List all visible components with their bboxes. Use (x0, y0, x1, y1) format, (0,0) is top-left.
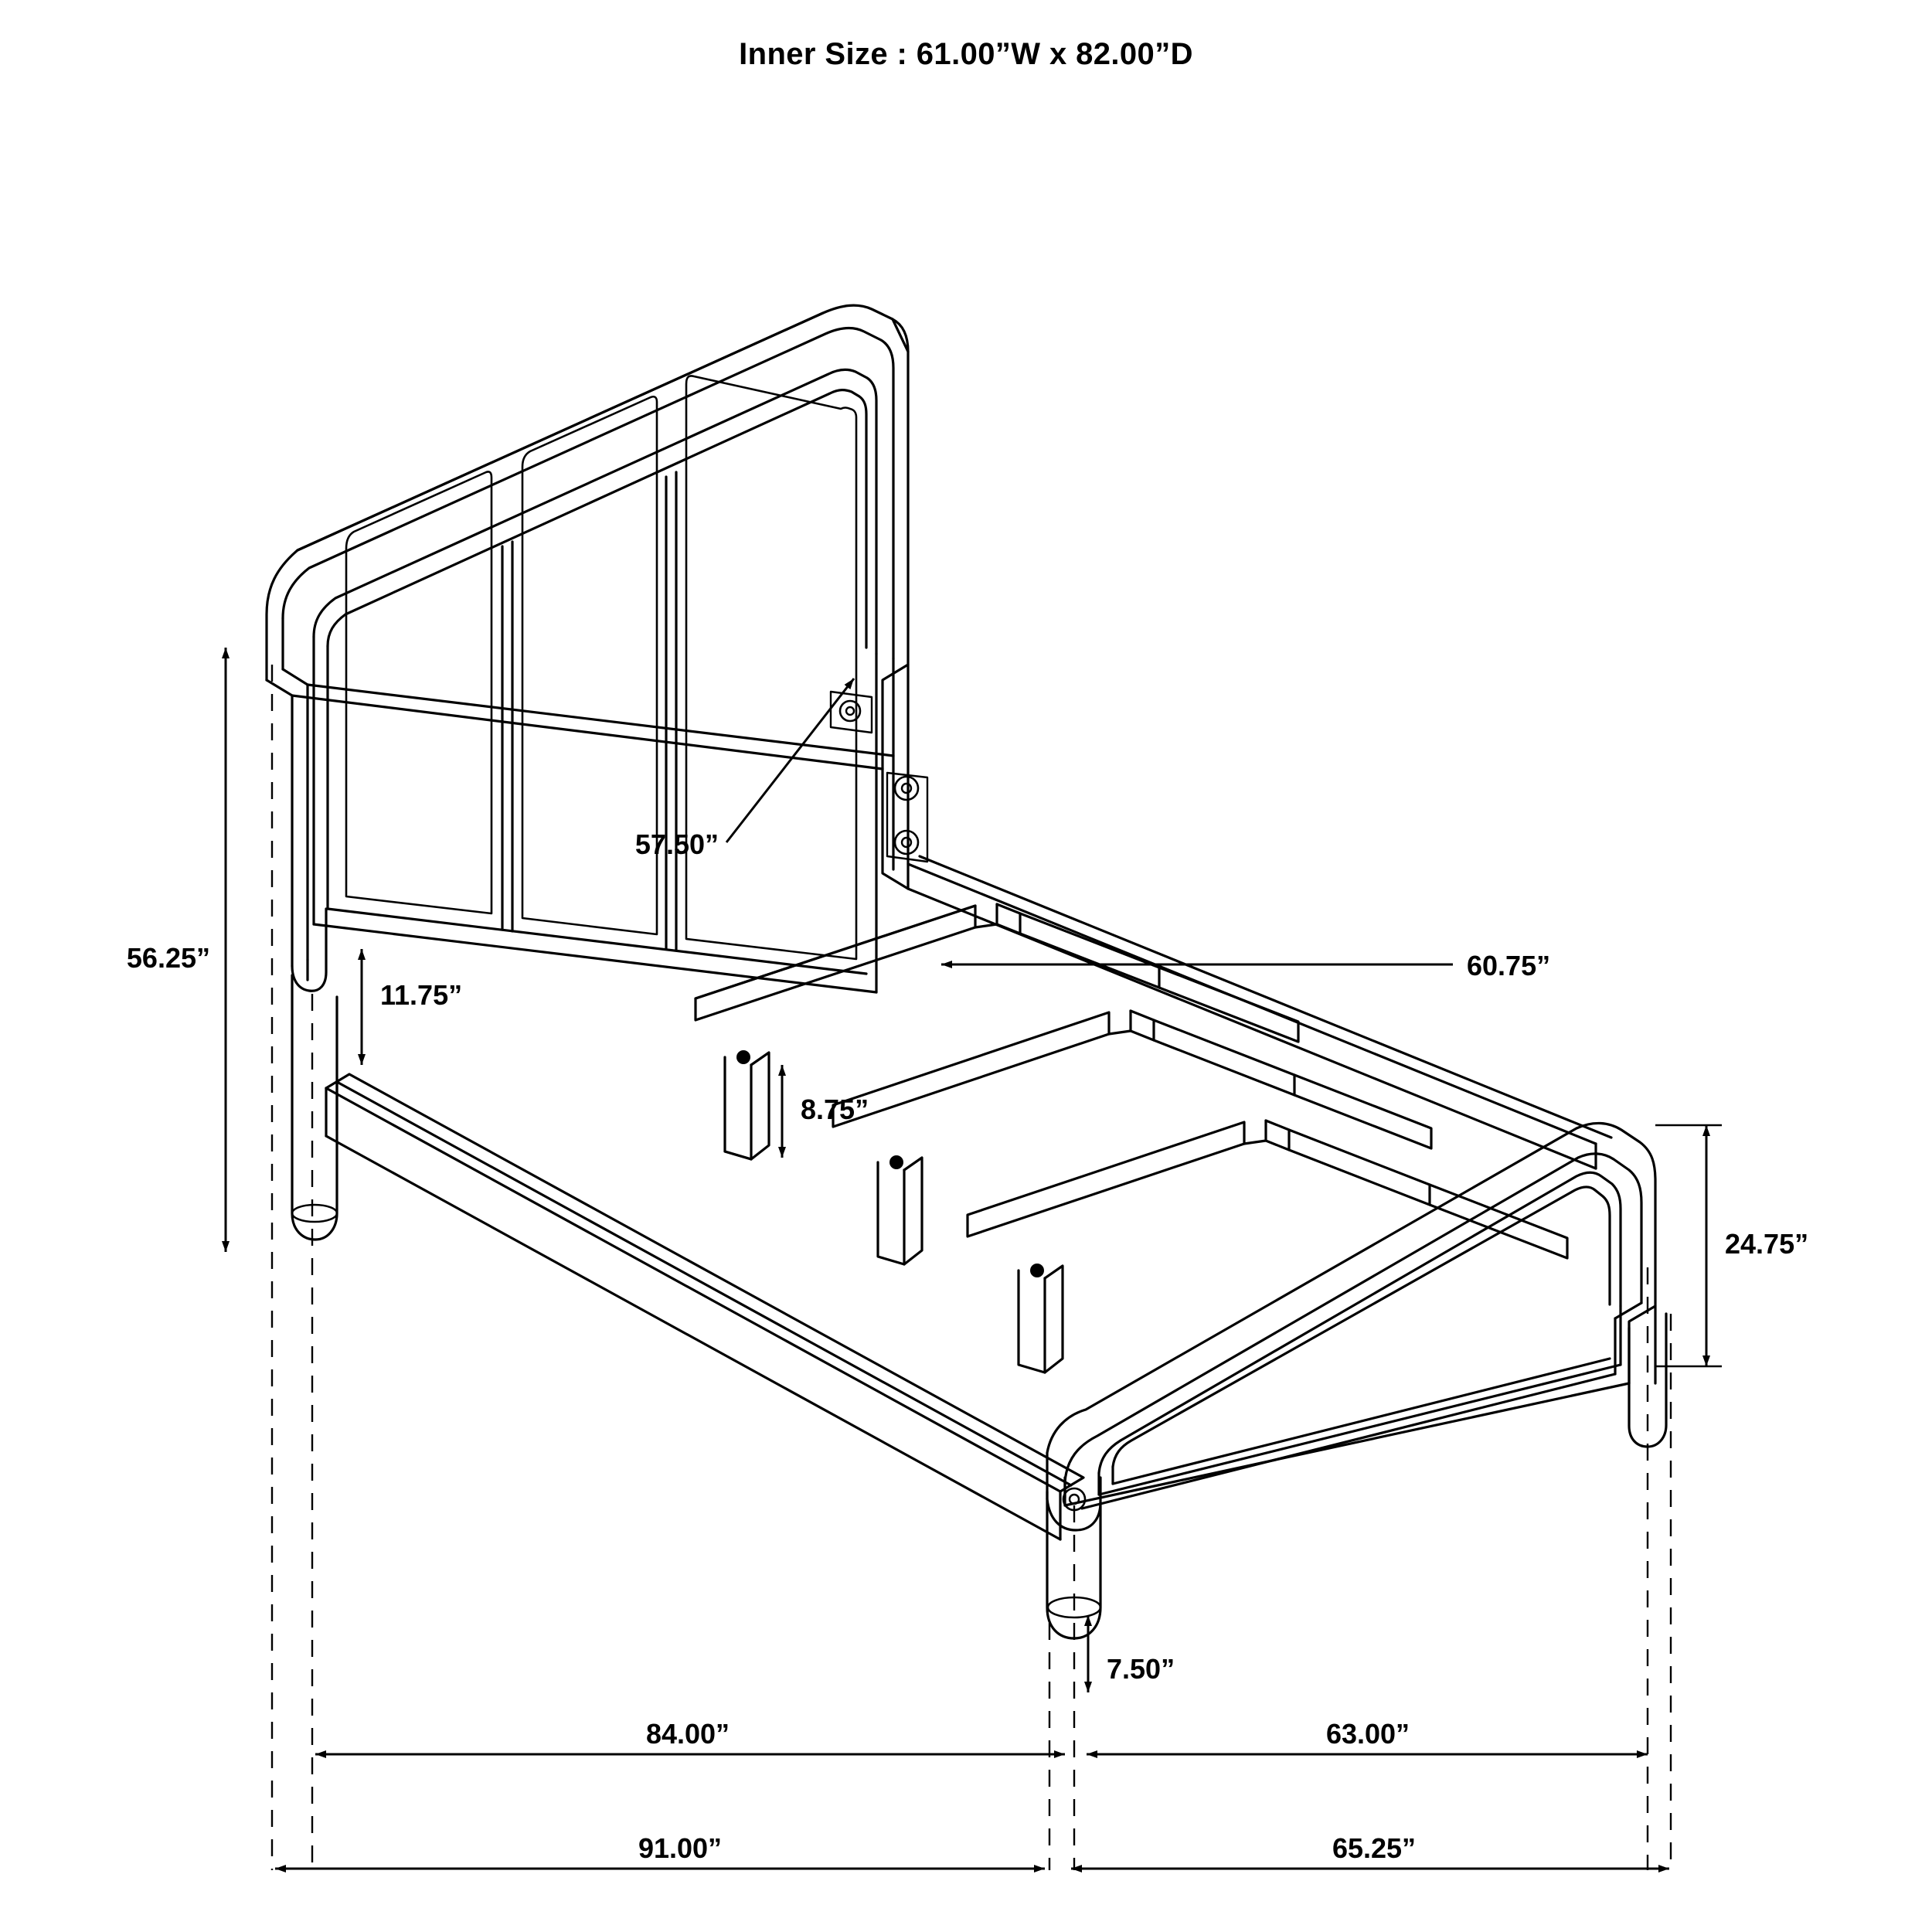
bed-line-art (267, 305, 1666, 1638)
dim-headboard-width: 57.50” (634, 828, 719, 860)
dim-footboard-leg-height: 7.50” (1107, 1653, 1175, 1685)
page-title: Inner Size : 61.00”W x 82.00”D (739, 37, 1193, 71)
dim-center-leg-height: 8.75” (801, 1094, 869, 1125)
extension-lines (272, 665, 1671, 1870)
dim-headboard-clearance: 11.75” (380, 979, 463, 1011)
dim-slat-support-width: 60.75” (1467, 950, 1551, 981)
dim-overall-width: 65.25” (1332, 1832, 1417, 1864)
dim-overall-length: 91.00” (638, 1832, 723, 1864)
dimension-annotations (127, 648, 1808, 1869)
dim-footboard-height: 24.75” (1725, 1228, 1809, 1260)
dim-overall-height: 56.25” (126, 942, 210, 974)
dim-inner-length: 84.00” (645, 1718, 730, 1750)
dim-inner-width: 63.00” (1325, 1718, 1410, 1750)
